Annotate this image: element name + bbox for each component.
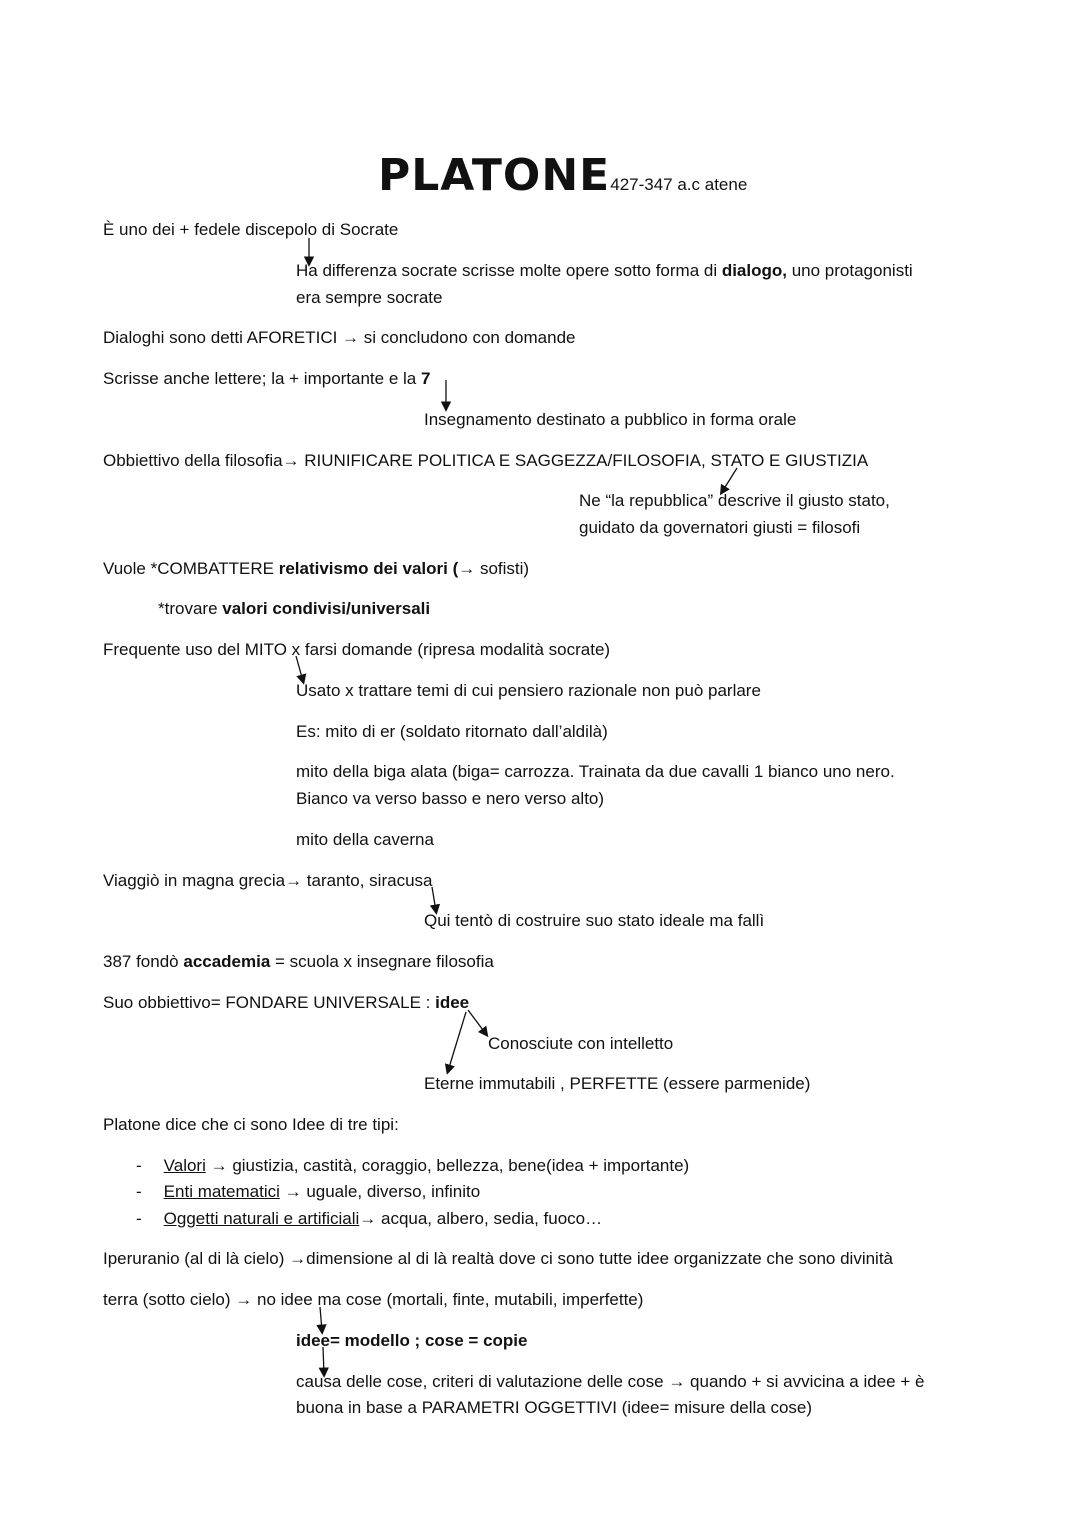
line-28: Iperuranio (al di là cielo) →dimensione al di là realtà dove ci sono tutte idee organizzate che sono divinità — [103, 1249, 894, 1268]
line-31: causa delle cose, criteri di valutazione delle cose → quando + si avvicina a idee + è — [296, 1372, 925, 1391]
line-29: terra (sotto cielo) → no idee ma cose (mortali, finte, mutabili, imperfette) — [103, 1290, 644, 1309]
line-1: È uno dei + fedele discepolo di Socrate — [103, 220, 399, 239]
line-11: *trovare valori condivisi/universali — [158, 599, 431, 618]
line-8: Ne “la repubblica” descrive il giusto stato, — [579, 491, 890, 510]
line-5: Scrisse anche lettere; la + importante e la 7 — [103, 369, 431, 388]
arrow-siracusa — [432, 887, 436, 911]
line-17: mito della caverna — [296, 830, 434, 849]
line-23: Eterne immutabili , PERFETTE (essere parmenide) — [424, 1074, 811, 1093]
line-21: Suo obbiettivo= FONDARE UNIVERSALE : idee — [103, 993, 470, 1012]
line-2: Ha differenza socrate scrisse molte opere sotto forma di dialogo, uno protagonisti — [296, 261, 913, 280]
line-13: Usato x trattare temi di cui pensiero razionale non può parlare — [296, 681, 761, 700]
line-16: Bianco va verso basso e nero verso alto) — [296, 789, 605, 808]
line-9: guidato da governatori giusti = filosofi — [579, 518, 861, 537]
line-6: Insegnamento destinato a pubblico in forma orale — [424, 410, 797, 429]
page-title — [378, 150, 747, 201]
bullet-item-3: - Oggetti naturali e artificiali→ acqua, albero, sedia, fuoco… — [136, 1209, 603, 1228]
arrow-idee-eterne — [448, 1012, 466, 1071]
line-10: Vuole *COMBATTERE relativismo dei valori (→ sofisti) — [103, 559, 530, 578]
arrow-idee-modello — [320, 1307, 322, 1331]
line-22: Conosciute con intelletto — [488, 1034, 674, 1053]
line-30: idee= modello ; cose = copie — [296, 1331, 528, 1350]
arrow-stato — [722, 468, 737, 492]
bullet-item-1: - Valori → giustizia, castità, coraggio, bellezza, bene(idea + importante) — [136, 1156, 690, 1175]
line-14: Es: mito di er (soldato ritornato dall’aldilà) — [296, 722, 608, 741]
line-12: Frequente uso del MITO x farsi domande (ripresa modalità socrate) — [103, 640, 611, 659]
line-18: Viaggiò in magna grecia→ taranto, siracusa — [103, 871, 433, 890]
line-20: 387 fondò accademia = scuola x insegnare filosofia — [103, 952, 494, 971]
line-24: Platone dice che ci sono Idee di tre tipi: — [103, 1115, 399, 1134]
line-32: buona in base a PARAMETRI OGGETTIVI (idee= misure della cose) — [296, 1398, 813, 1417]
title-dates: 427-347 a.c atene — [610, 175, 748, 194]
title-main: PLATONE — [378, 150, 611, 201]
arrow-idee-intelletto — [468, 1010, 486, 1034]
line-19: Qui tentò di costruire suo stato ideale ma fallì — [424, 911, 765, 930]
bullet-item-2: - Enti matematici → uguale, diverso, infinito — [136, 1182, 481, 1201]
line-7: Obbiettivo della filosofia→ RIUNIFICARE POLITICA E SAGGEZZA/FILOSOFIA, STATO E GIUSTIZIA — [103, 451, 869, 470]
arrow-causa — [323, 1347, 324, 1374]
line-4: Dialoghi sono detti AFORETICI → si concludono con domande — [103, 328, 576, 347]
line-3: era sempre socrate — [296, 288, 443, 307]
line-15: mito della biga alata (biga= carrozza. Trainata da due cavalli 1 bianco uno nero. — [296, 762, 895, 781]
